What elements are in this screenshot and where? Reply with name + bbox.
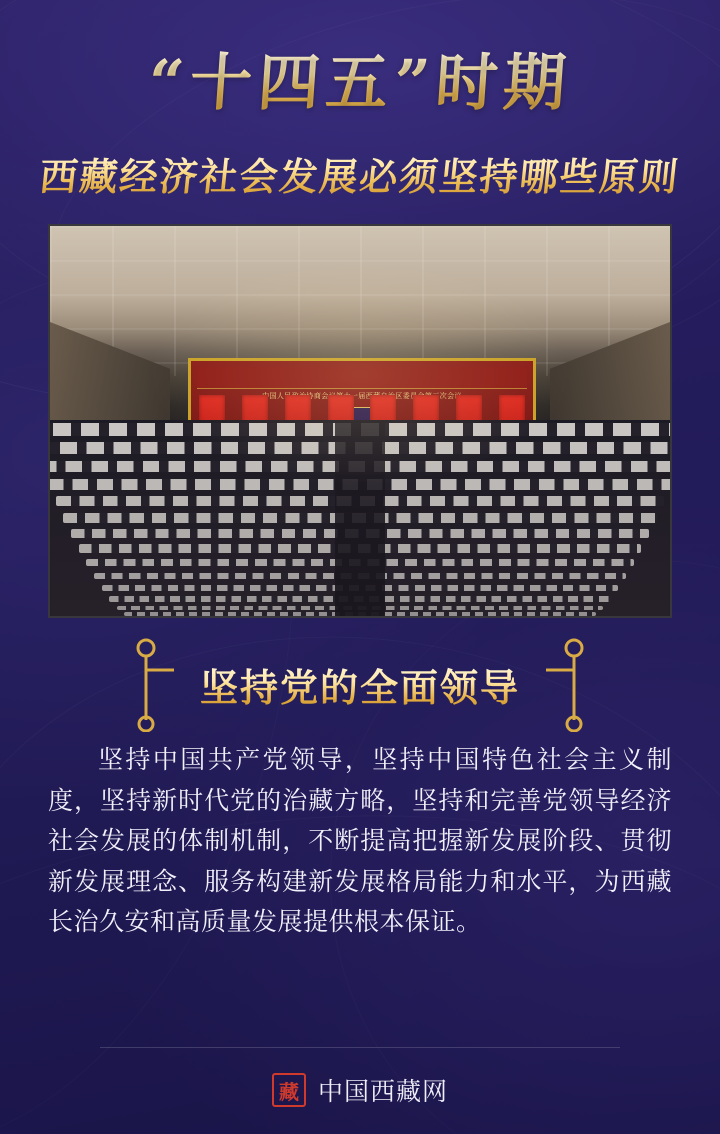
section-heading <box>0 636 720 732</box>
site-logo-icon: 藏 <box>272 1073 306 1107</box>
poster-subtitle: 西藏经济社会发展必须坚持哪些原则 <box>0 146 720 201</box>
conference-photo <box>48 224 672 618</box>
footer-divider <box>100 1047 620 1048</box>
section-title: 坚持党的全面领导 <box>184 657 536 712</box>
ornament-right-icon <box>536 636 592 732</box>
body-paragraph: 坚持中国共产党领导，坚持中国特色社会主义制度，坚持新时代党的治藏方略，坚持和完善党领导经济社会发展的体制机制，不断提高把握新发展阶段、贯彻新发展理念、服务构建新发展格局能力和水平，为西藏长治久安和高质量发展提供根本保证。 <box>48 745 672 936</box>
footer <box>0 1072 720 1108</box>
ornament-left-icon <box>128 636 184 732</box>
poster-main-title: “十四五”时期 <box>0 44 720 122</box>
photo-scene <box>50 226 670 616</box>
site-name: 中国西藏网 <box>317 1078 448 1106</box>
title-block <box>0 44 720 201</box>
stage-lighting <box>50 226 670 616</box>
